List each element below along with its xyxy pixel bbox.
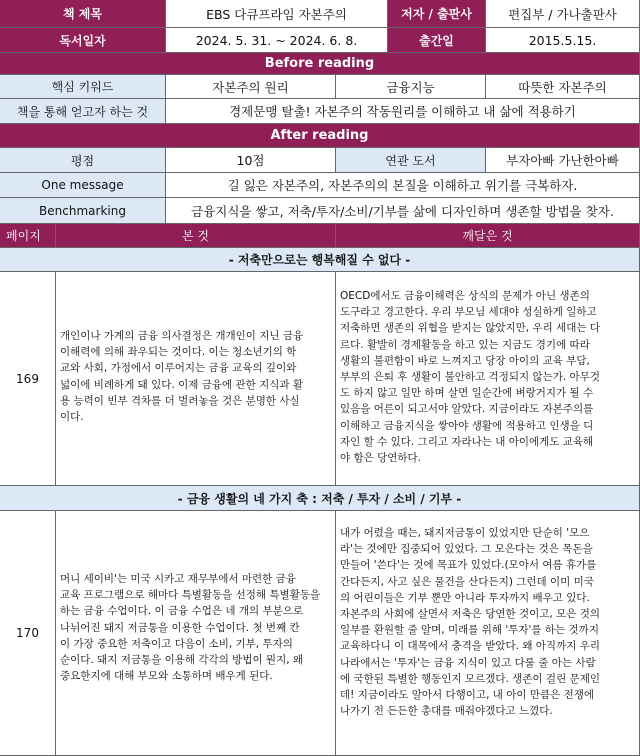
text-line: 생활의 불편함이 바로 느껴지고 당장 아이의 교육 부담,: [340, 354, 590, 367]
related-books-value: 부자아빠 가난한아빠: [486, 148, 640, 173]
text-line: 교육하다니 이 대목에서 충격을 받았다. 왜 아직까지 우리: [340, 640, 600, 653]
benchmarking-label: Benchmarking: [0, 198, 166, 224]
learned-text: [336, 272, 640, 486]
text-line: 도 하지 않고 일만 하며 살면 일순간에 벼랑거지가 될 수: [340, 387, 594, 400]
text-line: 내가 어렸을 때는, 돼지저금통이 있었지만 단순히 '모으: [340, 527, 590, 539]
keyword-2: 금융지능: [336, 75, 486, 99]
text-line: 만들어 '쓴다'는 것에 목표가 있었다.(모아서 여름 휴가를: [340, 559, 597, 572]
read-date-label: 독서일자: [0, 28, 166, 53]
one-message-label: One message: [0, 173, 166, 198]
rating-label: 평점: [0, 148, 166, 173]
text-line: 자본주의 사회에 살면서 저축은 당연한 것이고, 모은 것의: [340, 608, 600, 621]
keywords-label: 핵심 키워드: [0, 75, 166, 99]
learned-column-header: 깨달은 것: [336, 224, 640, 248]
text-line: 야 함은 당연하다.: [340, 452, 422, 465]
seen-text: [56, 511, 336, 756]
keyword-1: 자본주의 원리: [166, 75, 336, 99]
one-message-value: 길 잃은 자본주의, 자본주의의 본질을 이해하고 위기를 극복하자.: [166, 173, 640, 198]
related-books-label: 연관 도서: [336, 148, 486, 173]
text-line: 도구라고 경고한다. 우리 부모님 세대야 성실하게 일하고: [340, 306, 597, 319]
text-line: OECD에서도 금융이해력은 상식의 문제가 아닌 생존의: [340, 290, 590, 302]
before-reading-header: Before reading: [0, 53, 640, 75]
seen-column-header: 본 것: [56, 224, 336, 248]
text-line: 이해력에 의해 좌우되는 것이다. 이는 청소년기의 학: [60, 346, 297, 359]
text-line: 이다.: [60, 411, 84, 424]
after-reading-header: After reading: [0, 124, 640, 148]
learned-text: [336, 511, 640, 756]
keyword-3: 따뜻한 자본주의: [486, 75, 640, 99]
author-publisher-value: 편집부 / 가나출판사: [486, 0, 640, 28]
pub-date-value: 2015.5.15.: [486, 28, 640, 53]
text-line: 르다. 활발히 경제활동을 하고 있는 지금도 경기에 따라: [340, 338, 590, 351]
author-publisher-label: 저자 / 출판사: [388, 0, 486, 28]
book-title-label: 책 제목: [0, 0, 166, 28]
text-line: 있음을 어른이 되고서야 알았다. 지금이라도 자본주의를: [340, 403, 594, 416]
page-number: 169: [0, 272, 56, 486]
text-line: 자인 할 수 있다. 그리고 자라나는 내 아이에게도 교육해: [340, 435, 594, 448]
page-column-header: 페이지: [0, 224, 56, 248]
text-line: 중요한지에 대해 부모와 소통하며 배우게 된다.: [60, 670, 273, 683]
section-title: - 금융 생활의 네 가지 축 : 저축 / 투자 / 소비 / 기부 -: [0, 486, 640, 511]
text-line: 용 능력이 빈부 격차를 더 벌려놓을 것은 분명한 사실: [60, 394, 300, 407]
text-line: 나가기 전 든든한 총대를 매줘야겠다고 느꼈다.: [340, 705, 553, 718]
text-line: 간다든지, 사고 싶은 물건을 산다든지) 그런데 이미 미국: [340, 575, 594, 588]
text-line: 교와 사회, 가정에서 이루어지는 금융 교육의 깊이와: [60, 362, 297, 375]
text-line: 저축하면 생존의 위협을 받지는 않았지만, 우리 세대는 다: [340, 322, 600, 335]
seen-text: [56, 272, 336, 486]
text-line: 순이다. 돼지 저금통을 이용해 각각의 방법이 뭔지, 왜: [60, 654, 304, 667]
text-line: 의 어린이들은 기부 뿐만 아니라 투자까지 배우고 있다.: [340, 591, 590, 604]
benchmarking-value: 금융지식을 쌓고, 저축/투자/소비/기부를 삶에 디자인하며 생존할 방법을 찾자.: [166, 198, 640, 224]
section-title: - 저축만으로는 행복해질 수 없다 -: [0, 248, 640, 272]
rating-value: 10점: [166, 148, 336, 173]
text-line: 부부의 은퇴 후 생활이 불안하고 걱정되지 않는가. 아무것: [340, 371, 600, 384]
pub-date-label: 출간일: [388, 28, 486, 53]
book-title-value: EBS 다큐프라임 자본주의: [166, 0, 388, 28]
text-line: 개인이나 가계의 금융 의사결정은 개개인이 지닌 금융: [60, 330, 304, 342]
text-line: 에 국한된 특별한 행동인지 모르겠다. 생존이 걸린 문제인: [340, 672, 600, 685]
text-line: 이 가장 중요한 저축이고 다음이 소비, 기부, 투자의: [60, 637, 293, 650]
text-line: 나라에서는 '투자'는 금융 지식이 있고 다룰 줄 아는 사람: [340, 656, 596, 669]
page-number: 170: [0, 511, 56, 756]
text-line: 넓이에 비례하게 돼 있다. 이제 금융에 관한 지식과 활: [60, 378, 304, 391]
text-line: 하는 금융 수업이다. 이 금융 수업은 네 개의 부분으로: [60, 605, 304, 618]
text-line: 머니 세이비'는 미국 시카고 재무부에서 마련한 금융: [60, 573, 296, 585]
text-line: 라'는 것에만 집중되어 있었다. 그 모은다는 것은 목돈을: [340, 543, 593, 556]
text-line: 교육 프로그램으로 해마다 특별활동을 선정해 특별활동을: [60, 589, 321, 602]
text-line: 일부를 환원할 줄 알며, 미래를 위해 '투자'를 하는 것까지: [340, 624, 599, 637]
text-line: 이해하고 금융지식을 쌓아야 생활에 적용하고 인생을 디: [340, 419, 594, 432]
text-line: 데! 지금이라도 알아서 다행이고, 내 아이 만큼은 전쟁에: [340, 689, 595, 702]
text-line: 나뉘어진 돼지 저금통을 이용한 수업이다. 첫 번째 칸: [60, 621, 300, 634]
read-date-value: 2024. 5. 31. ~ 2024. 6. 8.: [166, 28, 388, 53]
goal-label: 책을 통해 얻고자 하는 것: [0, 99, 166, 124]
goal-value: 경제문맹 탈출! 자본주의 작동원리를 이해하고 내 삶에 적용하기: [166, 99, 640, 124]
